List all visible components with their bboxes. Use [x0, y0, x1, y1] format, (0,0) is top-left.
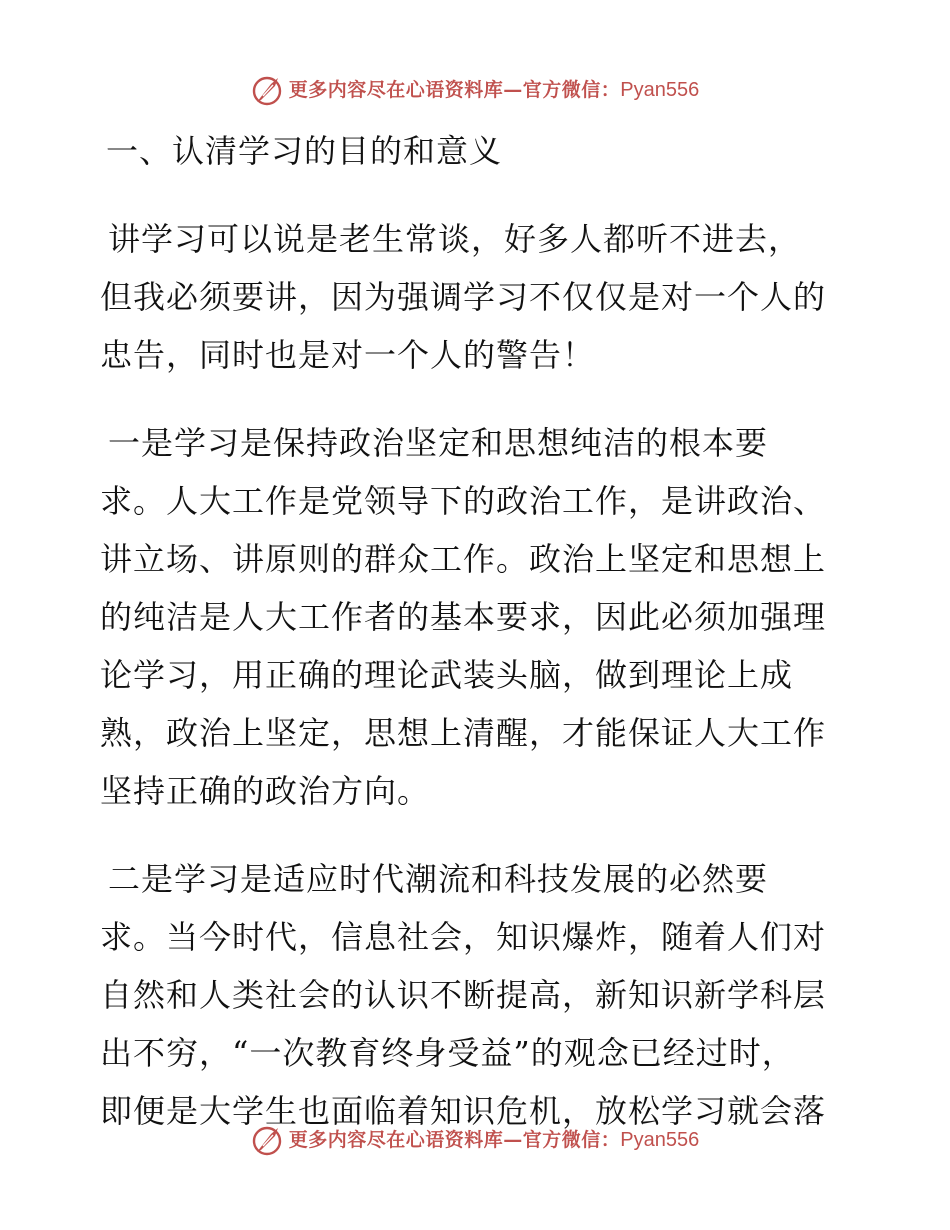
- header-watermark: [0, 70, 950, 110]
- text-line: 讲立场、讲原则的群众工作。政治上坚定和思想上: [100, 540, 827, 578]
- text-line: 忠告，同时也是对一个人的警告！: [100, 336, 596, 374]
- watermark-wechat-id: Pyan556: [620, 1129, 700, 1151]
- document-body: [100, 122, 860, 1140]
- text-line: 出不穷，“一次教育终身受益”的观念已经过时，: [100, 1034, 795, 1072]
- text-line: 自然和人类社会的认识不断提高，新知识新学科层: [100, 976, 827, 1014]
- quill-logo-icon: [251, 74, 283, 106]
- footer-watermark: [0, 1120, 950, 1160]
- text-line: 二是学习是适应时代潮流和科技发展的必然要: [108, 860, 769, 898]
- watermark-wechat-id: Pyan556: [620, 79, 700, 101]
- text-line: 论学习，用正确的理论武装头脑，做到理论上成: [100, 656, 794, 694]
- text-line: 一是学习是保持政治坚定和思想纯洁的根本要: [108, 424, 769, 462]
- text-line: 即便是大学生也面临着知识危机，放松学习就会落: [100, 1092, 827, 1130]
- text-line: 求。当今时代，信息社会，知识爆炸，随着人们对: [100, 918, 827, 956]
- text-line: 熟，政治上坚定，思想上清醒，才能保证人大工作: [100, 714, 827, 752]
- section-heading: 一、认清学习的目的和意义: [106, 132, 503, 170]
- text-line: 但我必须要讲，因为强调学习不仅仅是对一个人的: [100, 278, 827, 316]
- quill-logo-icon: [251, 1124, 283, 1156]
- paragraph-intro: [100, 210, 860, 384]
- text-line: 讲学习可以说是老生常谈，好多人都听不进去，: [108, 220, 802, 258]
- watermark-text: 更多内容尽在心语资料库—官方微信：: [288, 1128, 621, 1151]
- watermark-text: 更多内容尽在心语资料库—官方微信：: [288, 78, 621, 101]
- text-line: 的纯洁是人大工作者的基本要求，因此必须加强理: [100, 598, 827, 636]
- paragraph-point-one: [100, 414, 860, 820]
- text-line: 坚持正确的政治方向。: [100, 772, 431, 810]
- paragraph-point-two: [100, 850, 860, 1140]
- text-line: 求。人大工作是党领导下的政治工作，是讲政治、: [100, 482, 827, 520]
